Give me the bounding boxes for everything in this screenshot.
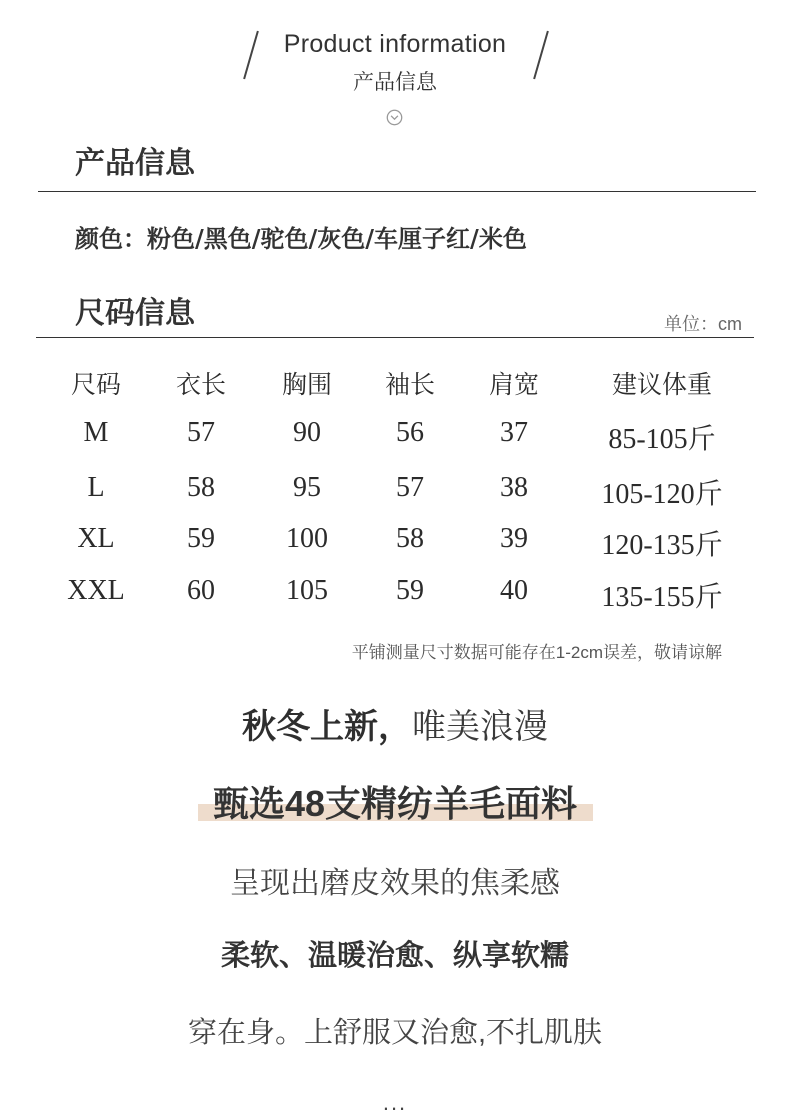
colors-line: 颜色：粉色/黑色/驼色/灰色/车厘子红/米色 [75,224,527,253]
unit-label: 单位：cm [664,314,742,334]
column-header: 袖长 [384,370,436,399]
size-info-heading: 尺码信息 [75,296,195,331]
table-cell: 37 [500,417,528,448]
divider [36,337,754,338]
copy-line-2: 甄选48支精纺羊毛面料 [212,783,578,824]
table-cell: XL [77,523,115,554]
table-cell: 58 [396,523,424,554]
table-cell: 39 [500,523,528,554]
table-cell: 85-105斤 [608,424,716,455]
table-cell: 60 [187,575,215,606]
table-cell: 100 [286,523,328,554]
table-cell: M [83,417,109,448]
column-header: 衣长 [175,370,227,399]
table-cell: 105 [286,575,328,606]
column-header: 建议体重 [611,370,713,399]
table-cell: 56 [396,417,424,448]
table-cell: 135-155斤 [601,582,723,613]
column-header: 肩宽 [488,370,540,399]
column-header: 胸围 [281,370,333,399]
header-title-en: Product information [283,30,507,58]
product-info-heading: 产品信息 [75,146,195,181]
copy-line-1 [0,699,790,748]
copy-ellipsis: ... [382,1090,408,1115]
copy-line-4: 柔软、温暖治愈、纵享软糯 [220,940,569,972]
table-cell: 58 [187,472,215,503]
copy-line-1-rest: 唯美浪漫 [412,708,548,746]
table-cell: 105-120斤 [601,479,723,510]
table-cell: 40 [500,575,528,606]
header-title-cn: 产品信息 [353,71,437,94]
table-cell: 57 [396,472,424,503]
copy-line-1-bold: 秋冬上新， [242,708,412,746]
table-cell: 57 [187,417,215,448]
table-cell: 59 [187,523,215,554]
table-cell: 38 [500,472,528,503]
table-cell: 120-135斤 [601,530,723,561]
measurement-note: 平铺测量尺寸数据可能存在1-2cm误差，敬请谅解 [351,643,722,662]
table-cell: XXL [67,575,125,606]
column-header: 尺码 [70,370,122,399]
copy-line-3: 呈现出磨皮效果的焦柔感 [230,867,560,900]
chevron-down-circle-icon [386,109,403,126]
table-cell: 90 [293,417,321,448]
copy-line-5: 穿在身。上舒服又治愈,不扎肌肤 [187,1017,603,1049]
table-cell: 95 [293,472,321,503]
table-cell: L [87,472,105,503]
table-cell: 59 [396,575,424,606]
divider [38,191,756,192]
